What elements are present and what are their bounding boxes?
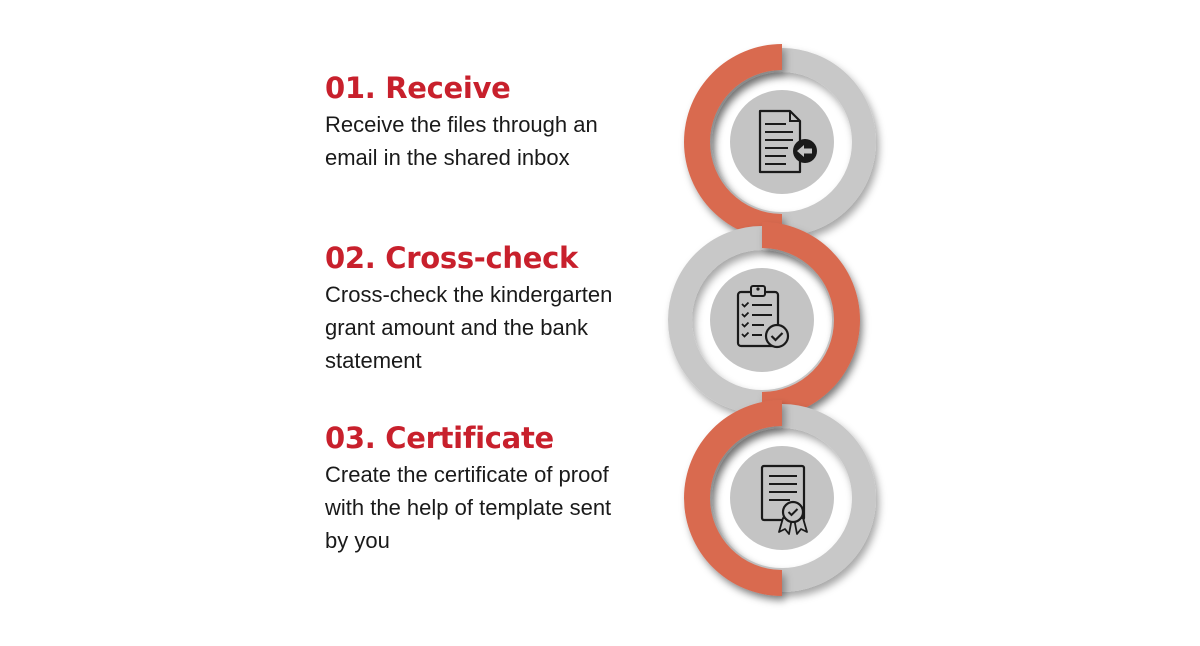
icon-disc — [710, 268, 814, 372]
stage-circle-2 — [680, 222, 860, 418]
step-description-line: with the help of template sent — [325, 495, 612, 520]
stage-circle-1 — [684, 44, 864, 240]
step-description-line: email in the shared inbox — [325, 145, 570, 170]
step-title: 01. Receive — [325, 71, 511, 105]
step-description-line: by you — [325, 528, 390, 553]
icon-disc — [730, 446, 834, 550]
icon-disc — [730, 90, 834, 194]
step-description-line: Cross-check the kindergarten — [325, 282, 613, 307]
step-description-line: statement — [325, 348, 422, 373]
step-description-line: grant amount and the bank — [325, 315, 588, 340]
step-description-line: Create the certificate of proof — [325, 462, 609, 487]
step-title: 03. Certificate — [325, 421, 554, 455]
stage-circle-3 — [684, 400, 864, 596]
step-title: 02. Cross-check — [325, 241, 579, 275]
step-description-line: Receive the files through an — [325, 112, 598, 137]
